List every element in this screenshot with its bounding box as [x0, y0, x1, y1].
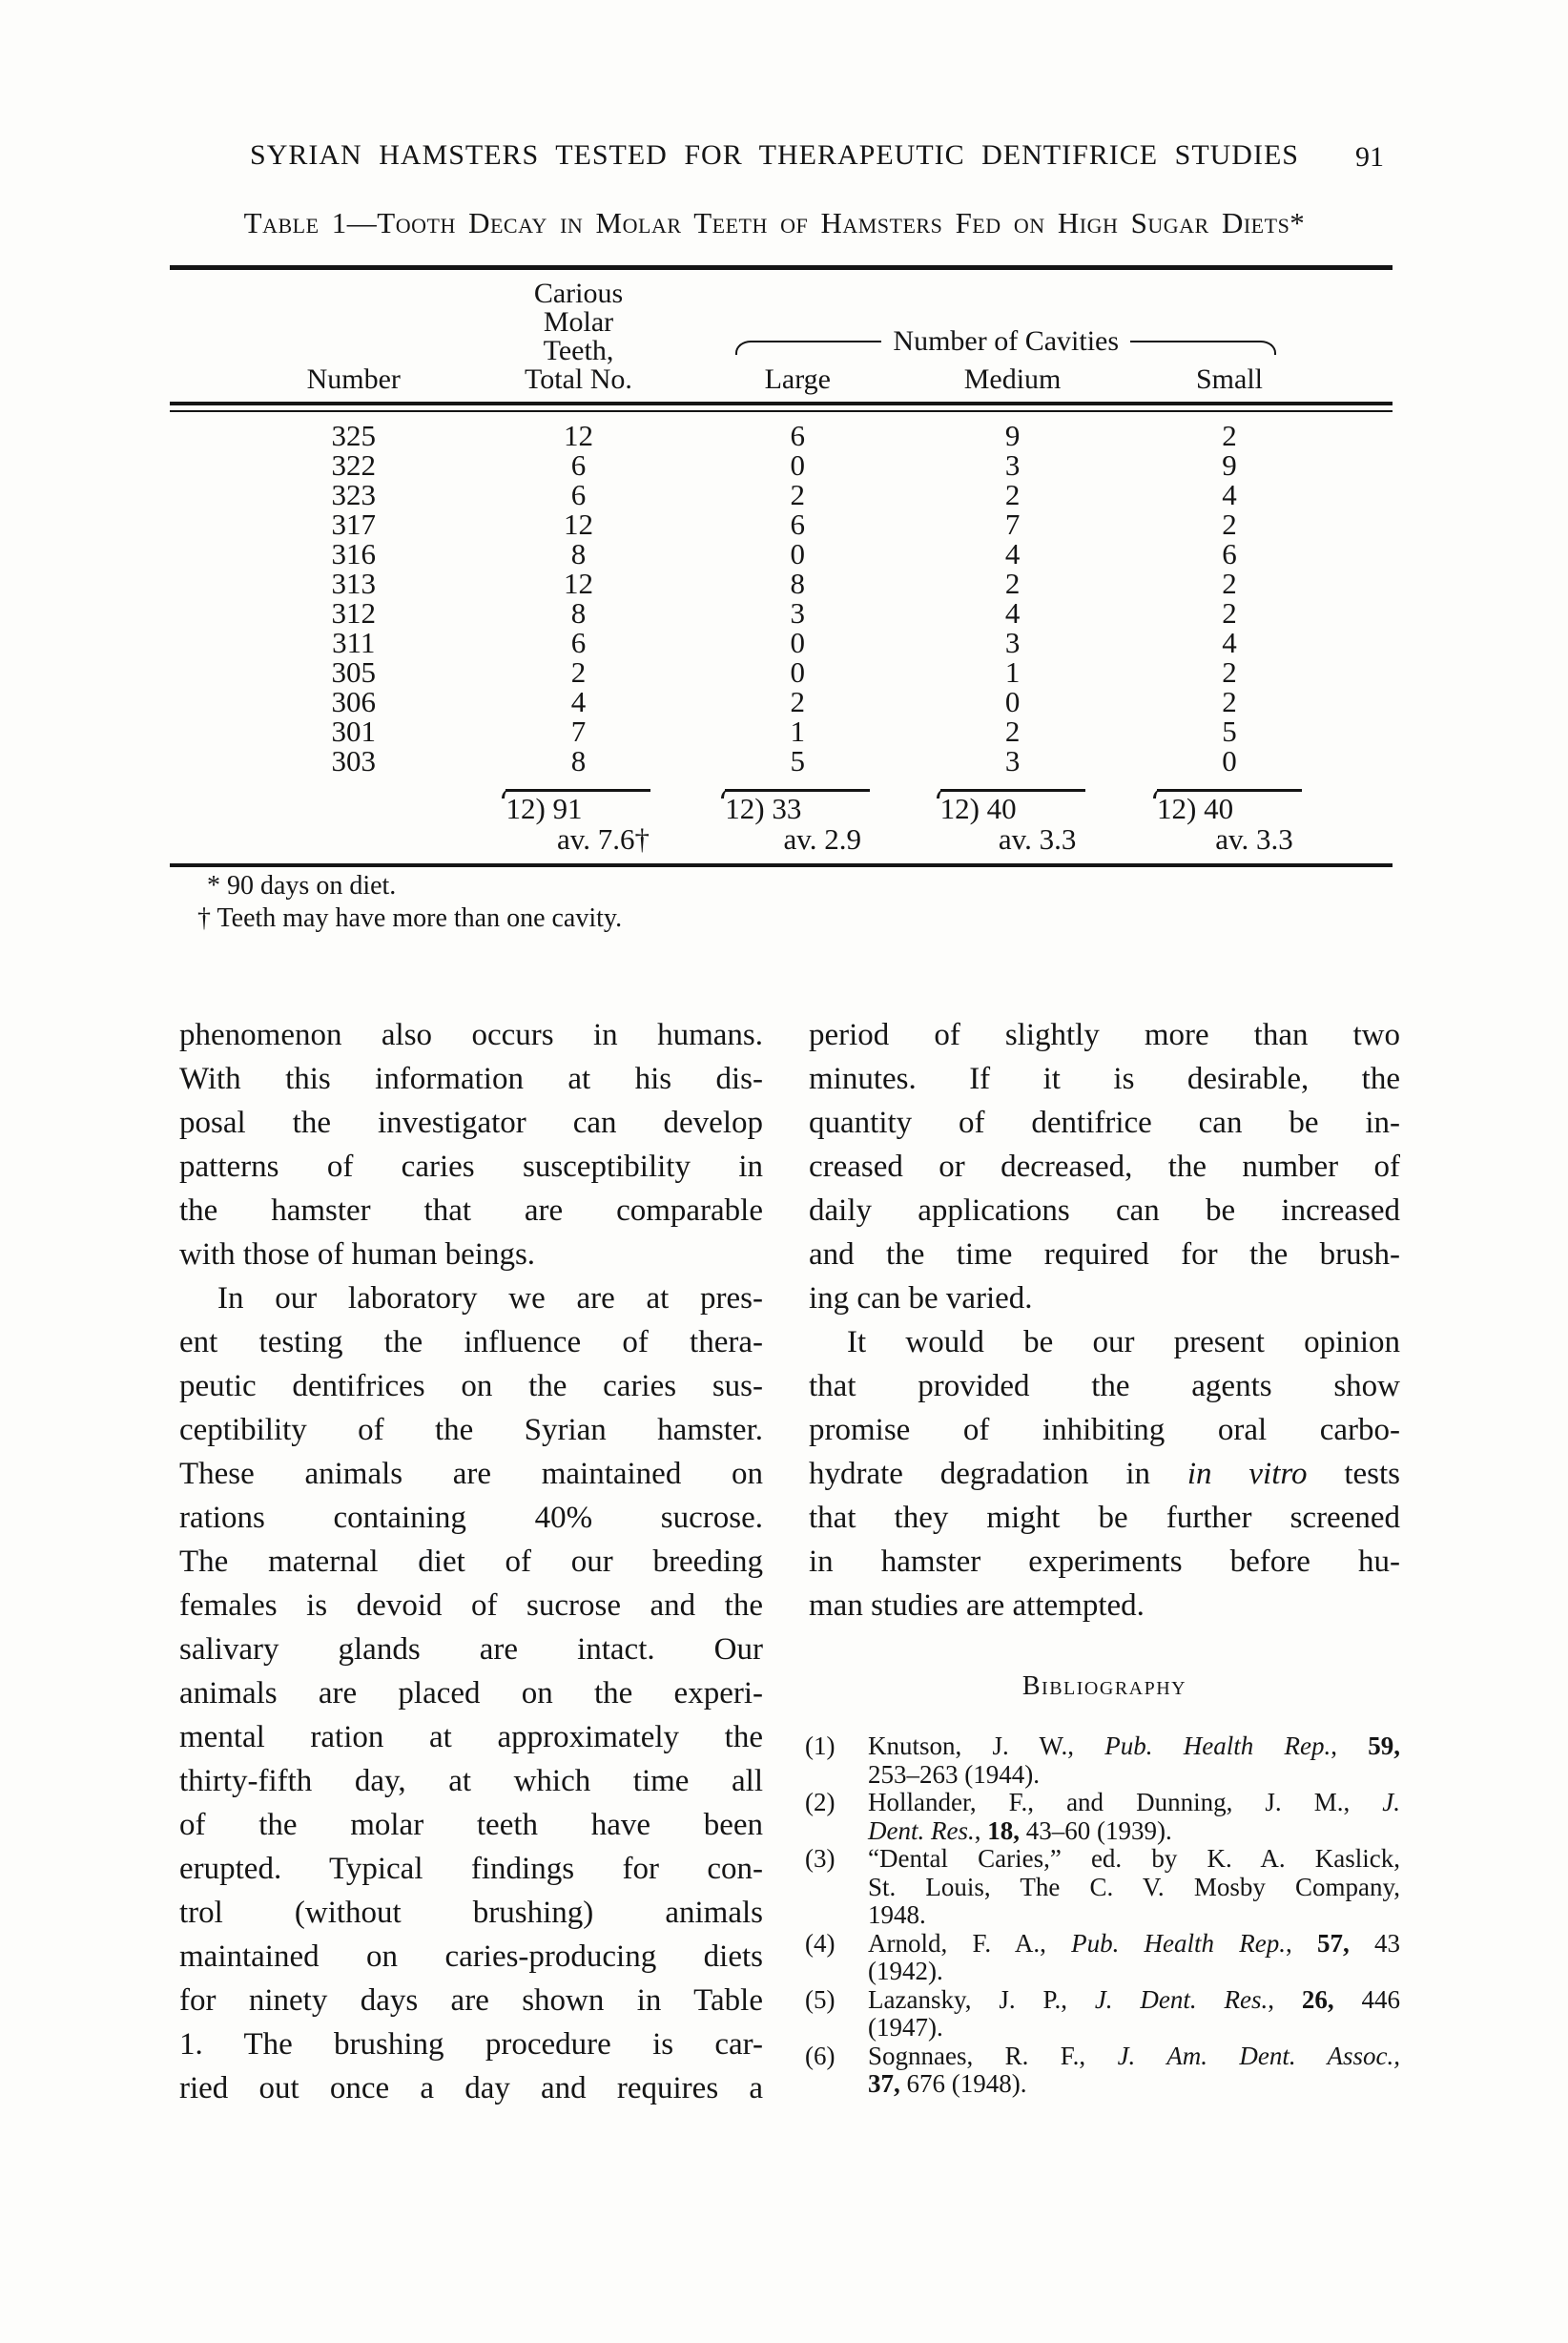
table-cell: [690, 789, 905, 823]
text-segment: It would be our present opinion: [847, 1325, 1400, 1359]
header-line: Teeth,: [543, 335, 614, 366]
table-cell: [905, 789, 1120, 823]
text-segment: for ninety days are shown in Table: [179, 1983, 763, 2018]
text-line: [179, 1057, 763, 1101]
page-number: 91: [1355, 141, 1384, 173]
text-line: [179, 1364, 763, 1408]
table-row: [170, 746, 1393, 776]
table-cell: 311: [332, 626, 376, 659]
text-line: [179, 1101, 763, 1145]
text-segment: 1948.: [868, 1900, 926, 1929]
text-line: [179, 1189, 763, 1233]
table-cell: 9: [1004, 419, 1021, 452]
text-line: [179, 2022, 763, 2066]
table-cell: 7: [1004, 508, 1021, 541]
table-row: [170, 509, 1393, 539]
text-segment: These animals are maintained on: [179, 1457, 763, 1491]
paragraph: [809, 1013, 1400, 1320]
total-value: 12) 40: [1157, 792, 1234, 825]
text-line: [809, 1320, 1400, 1364]
table-cell: 305: [331, 655, 376, 689]
text-line: [809, 1233, 1400, 1276]
footnote-dagger: † Teeth may have more than one cavity.: [197, 903, 623, 933]
bib-entry-number: (1): [805, 1731, 836, 1760]
header-line: Molar: [543, 306, 614, 338]
bib-line: [868, 1789, 1400, 1817]
text-line: [179, 1233, 763, 1276]
table-cell: 6: [790, 508, 806, 541]
cavities-subheaders: [690, 365, 1392, 394]
table-row: [170, 657, 1393, 687]
text-segment: (1947).: [868, 2013, 943, 2042]
bib-entry: [805, 1984, 1401, 2042]
text-segment: ing can be varied.: [809, 1281, 1033, 1316]
text-line: [809, 1101, 1400, 1145]
table-cell: 4: [570, 685, 587, 718]
cavities-header-group: [690, 325, 1392, 394]
table-header: [170, 270, 1393, 405]
text-segment: of the molar teeth have been: [179, 1808, 763, 1842]
text-line: [179, 1408, 763, 1452]
text-line: [809, 1189, 1400, 1233]
bib-line: [868, 1958, 1400, 1986]
text-segment: posal the investigator can develop: [179, 1106, 763, 1140]
bibliography-heading: Bibliography: [1021, 1671, 1187, 1701]
table-cell: 12: [563, 508, 593, 541]
table-cell: 4: [1222, 478, 1237, 511]
table-cell: 2: [1222, 685, 1237, 718]
text-line: [179, 1013, 763, 1057]
text-segment: Hollander, F., and Dunning, J. M.,: [868, 1788, 1383, 1816]
text-segment: and the time required for the brush-: [809, 1237, 1400, 1272]
table-cell: 3: [1004, 744, 1021, 778]
paragraph: [809, 1320, 1400, 1628]
column-total: [1157, 789, 1302, 823]
text-segment: salivary glands are intact. Our: [179, 1632, 763, 1667]
text-line: [179, 1276, 763, 1320]
text-segment: maintained on caries-producing diets: [179, 1939, 763, 1974]
text-segment: With this information at his dis-: [179, 1062, 763, 1096]
text-segment: 37,: [868, 2069, 900, 2098]
text-segment: ,: [1268, 1984, 1302, 2014]
text-segment: The maternal diet of our breeding: [179, 1545, 763, 1579]
table-cell: 2: [1222, 508, 1237, 541]
table-cell: 5: [790, 744, 806, 778]
text-line: [809, 1364, 1400, 1408]
table-cell: 9: [1222, 448, 1237, 482]
table-cell: 2: [790, 685, 806, 718]
text-segment: ceptibility of the Syrian hamster.: [179, 1413, 763, 1447]
text-line: [179, 1452, 763, 1496]
bib-entry: [805, 1731, 1400, 1789]
table-cell: 325: [331, 419, 376, 452]
text-segment: Sognnaes, R. F.,: [868, 2041, 1118, 2070]
table-cell: 0: [790, 655, 806, 689]
text-line: [179, 1891, 763, 1935]
column-header-medium: Medium: [963, 363, 1062, 395]
bib-line: [868, 1930, 1400, 1959]
table-footnotes: [197, 870, 622, 935]
table-cell: 0: [790, 448, 806, 482]
text-segment: 1. The brushing procedure is car-: [179, 2027, 763, 2062]
spanner-left-rule: [735, 341, 881, 355]
bib-entry-number: (3): [805, 1844, 836, 1873]
text-segment: with those of human beings.: [179, 1237, 536, 1272]
bib-line: [868, 1986, 1400, 2015]
cavities-spanner: [735, 325, 1275, 358]
text-segment: that provided the agents show: [809, 1369, 1400, 1403]
table-cell: 6: [570, 448, 587, 482]
table-cell: 3: [1004, 626, 1021, 659]
right-column: [805, 1013, 1401, 2110]
column-average: av. 3.3: [998, 822, 1077, 856]
table-cell: 6: [790, 419, 806, 452]
column-average: av. 7.6†: [556, 822, 650, 856]
table-row: [170, 421, 1393, 450]
table-cell: 12: [563, 567, 593, 600]
text-segment: 26,: [1301, 1984, 1334, 2014]
column-average: av. 3.3: [1215, 822, 1293, 856]
text-segment: J.: [1382, 1788, 1400, 1816]
column-header-small: Small: [1196, 363, 1264, 395]
text-segment: Arnold, F. A.,: [868, 1928, 1072, 1958]
text-segment: phenomenon also occurs in humans.: [179, 1018, 763, 1052]
text-segment: minutes. If it is desirable, the: [809, 1062, 1400, 1096]
text-segment: 43: [1349, 1928, 1401, 1958]
bib-entry: [805, 1844, 1400, 1930]
table-cell: 2: [1222, 419, 1237, 452]
text-segment: mental ration at approximately the: [179, 1720, 763, 1754]
bib-line: [868, 1901, 1400, 1930]
text-segment: ,: [974, 1815, 988, 1845]
text-segment: thirty-fifth day, at which time all: [179, 1764, 763, 1798]
text-line: [809, 1013, 1400, 1057]
column-header-large: Large: [764, 363, 831, 395]
table-cell: 317: [331, 508, 376, 541]
averages-row: [170, 823, 1393, 863]
table-cell: 2: [1222, 655, 1237, 689]
text-segment: peutic dentifrices on the caries sus-: [179, 1369, 763, 1403]
paragraph: [179, 1276, 763, 2110]
text-segment: period of slightly more than two: [809, 1018, 1400, 1052]
text-segment: in hamster experiments before hu-: [809, 1545, 1400, 1579]
table-row: [170, 480, 1393, 509]
text-segment: 59,: [1368, 1731, 1400, 1760]
table-cell: 2: [1004, 567, 1021, 600]
table-cell: 313: [331, 567, 376, 600]
table-cell: 7: [570, 715, 587, 748]
total-overline: [725, 789, 870, 795]
table-cell: 5: [1222, 715, 1237, 748]
table-cell: 0: [790, 626, 806, 659]
bib-entry: [805, 1928, 1401, 1986]
text-segment: in vitro: [1186, 1457, 1308, 1491]
text-segment: ried out once a day and requires a: [179, 2071, 763, 2105]
table-cell: 1: [790, 715, 806, 748]
table-cell: 4: [1004, 596, 1021, 630]
text-segment: patterns of caries susceptibility in: [179, 1150, 763, 1184]
total-value: 12) 40: [939, 792, 1017, 825]
bib-entry-number: (5): [805, 1984, 836, 2014]
text-segment: 43–60 (1939).: [1019, 1815, 1172, 1845]
text-line: [179, 1715, 763, 1759]
text-segment: J. Am. Dent. Assoc.,: [1117, 2041, 1400, 2070]
bib-line: [868, 2014, 1400, 2042]
table-cell: 0: [790, 537, 806, 570]
bib-line: [868, 1845, 1400, 1874]
table-cell: [170, 789, 467, 823]
spanner-right-rule: [1130, 341, 1276, 355]
header-line: Carious: [533, 278, 624, 309]
table-cell: 303: [331, 744, 376, 778]
table-cell: 0: [1222, 744, 1237, 778]
table-cell: [467, 789, 691, 823]
table-cell: [195, 825, 492, 854]
text-line: [179, 1145, 763, 1189]
text-segment: Pub. Health Rep.: [1104, 1731, 1331, 1760]
table-cell: 3: [1004, 448, 1021, 482]
text-line: [179, 1759, 763, 1803]
text-segment: 446: [1333, 1984, 1401, 2014]
table-cell: 2: [1004, 715, 1021, 748]
bib-entry-number: (2): [805, 1788, 836, 1816]
table-cell: 6: [570, 478, 587, 511]
running-head: SYRIAN HAMSTERS TESTED FOR THERAPEUTIC DENTIFRICE STUDIES: [250, 139, 1299, 171]
text-segment: Lazansky, J. P.,: [868, 1984, 1095, 2014]
data-table: [170, 265, 1393, 867]
text-line: [809, 1452, 1400, 1496]
text-segment: tests: [1307, 1457, 1400, 1491]
table-cell: 6: [570, 626, 587, 659]
table-cell: 322: [331, 448, 376, 482]
table-row: [170, 687, 1393, 716]
column-header-carious-molar-teeth: [467, 280, 691, 394]
table-cell: 323: [331, 478, 376, 511]
bib-entry: [805, 1788, 1400, 1845]
table-cell: 1: [1004, 655, 1021, 689]
text-segment: trol (without brushing) animals: [179, 1896, 763, 1930]
table-body: [170, 412, 1393, 776]
text-line: [179, 1540, 763, 1584]
text-line: [179, 1584, 763, 1628]
text-line: [179, 1803, 763, 1847]
table-row: [170, 539, 1393, 569]
text-line: [809, 1276, 1400, 1320]
cavities-spanner-label: Number of Cavities: [893, 325, 1120, 357]
text-segment: 18,: [987, 1815, 1020, 1845]
text-line: [809, 1584, 1400, 1628]
text-segment: erupted. Typical findings for con-: [179, 1852, 763, 1886]
bib-entry: [805, 2041, 1400, 2099]
table-cell: 4: [1004, 537, 1021, 570]
text-segment: Pub. Health Rep.: [1071, 1928, 1287, 1958]
header-double-rule: [170, 405, 1393, 412]
text-segment: (1942).: [868, 1957, 943, 1985]
bib-line: [868, 1732, 1400, 1761]
text-line: [809, 1145, 1400, 1189]
text-segment: creased or decreased, the number of: [809, 1150, 1400, 1184]
text-segment: daily applications can be increased: [809, 1193, 1400, 1228]
text-line: [179, 1628, 763, 1671]
table-cell: 8: [570, 744, 587, 778]
table-cell: 12: [563, 419, 593, 452]
table-row: [170, 450, 1393, 480]
text-segment: Knutson, J. W.,: [868, 1731, 1105, 1760]
text-segment: J. Dent. Res.: [1094, 1984, 1269, 2014]
table-cell: 8: [570, 537, 587, 570]
bib-line: [868, 1874, 1400, 1902]
table-cell: 2: [1222, 567, 1237, 600]
table-cell: 312: [331, 596, 376, 630]
text-line: [809, 1540, 1400, 1584]
paragraph: [179, 1013, 763, 1276]
right-column-paragraphs: [809, 1013, 1400, 1628]
bib-line: [868, 1761, 1400, 1790]
text-line: [179, 1496, 763, 1540]
text-line: [179, 1320, 763, 1364]
text-segment: St. Louis, The C. V. Mosby Company,: [868, 1872, 1400, 1901]
footnote-asterisk: * 90 days on diet.: [207, 871, 397, 901]
text-segment: quantity of dentifrice can be in-: [809, 1106, 1400, 1140]
table-row: [170, 716, 1393, 746]
total-overline: [940, 789, 1085, 795]
table-cell: 4: [1222, 626, 1237, 659]
text-line: [179, 1979, 763, 2022]
bib-line: [868, 1817, 1400, 1846]
column-total: [505, 789, 650, 823]
text-segment: Dent. Res.: [868, 1815, 975, 1845]
table-cell: 301: [331, 715, 376, 748]
table-cell: 8: [790, 567, 806, 600]
text-line: [179, 1935, 763, 1979]
table-cell: 2: [1004, 478, 1021, 511]
table-cell: 2: [790, 478, 806, 511]
text-line: [179, 1847, 763, 1891]
text-segment: ,: [1331, 1731, 1369, 1760]
text-segment: ,: [1286, 1928, 1318, 1958]
table-row: [170, 569, 1393, 598]
table-cell: 2: [1222, 596, 1237, 630]
table-cell: 0: [1004, 685, 1021, 718]
bib-entry-number: (6): [805, 2041, 836, 2070]
bibliography-list: [805, 1731, 1401, 2099]
column-total: [940, 789, 1085, 823]
text-segment: 253–263 (1944).: [868, 1759, 1040, 1789]
total-value: 12) 91: [505, 792, 583, 825]
bib-entry-number: (4): [805, 1928, 836, 1958]
left-column: [179, 1013, 763, 2110]
text-segment: man studies are attempted.: [809, 1588, 1145, 1623]
text-segment: hydrate degradation in: [809, 1457, 1187, 1491]
text-segment: 676 (1948).: [899, 2069, 1027, 2098]
text-line: [809, 1057, 1400, 1101]
column-total: [725, 789, 870, 823]
text-segment: the hamster that are comparable: [179, 1193, 763, 1228]
total-overline: [505, 789, 650, 795]
column-header-number: Number: [306, 363, 401, 395]
table-cell: 306: [331, 685, 376, 718]
text-segment: that they might be further screened: [809, 1501, 1400, 1535]
table-cell: [1120, 789, 1393, 823]
bib-line: [868, 2042, 1400, 2071]
table-row: [170, 598, 1393, 628]
text-segment: animals are placed on the experi-: [179, 1676, 763, 1711]
table-cell: 6: [1222, 537, 1237, 570]
text-line: [179, 1671, 763, 1715]
column-average: av. 2.9: [783, 822, 862, 856]
text-segment: females is devoid of sucrose and the: [179, 1588, 763, 1623]
header-total-no: Total No.: [525, 363, 632, 395]
text-segment: “Dental Caries,” ed. by K. A. Kaslick,: [868, 1844, 1400, 1873]
bib-line: [868, 2070, 1400, 2099]
totals-row: [170, 789, 1393, 823]
text-segment: ent testing the influence of thera-: [179, 1325, 763, 1359]
table-cell: 3: [790, 596, 806, 630]
text-segment: In our laboratory we are at pres-: [217, 1281, 763, 1316]
table-cell: 316: [331, 537, 376, 570]
text-line: [809, 1408, 1400, 1452]
text-segment: 57,: [1317, 1928, 1350, 1958]
text-line: [179, 2066, 763, 2110]
text-line: [809, 1496, 1400, 1540]
text-segment: rations containing 40% sucrose.: [179, 1501, 763, 1535]
table-caption: Table 1—Tooth Decay in Molar Teeth of Hamsters Fed on High Sugar Diets*: [243, 206, 1306, 239]
total-overline: [1157, 789, 1302, 795]
total-value: 12) 33: [725, 792, 802, 825]
text-segment: promise of inhibiting oral carbo-: [809, 1413, 1400, 1447]
table-cell: 2: [570, 655, 587, 689]
body-columns: [179, 1013, 1400, 2110]
table-row: [170, 628, 1393, 657]
table-cell: 8: [570, 596, 587, 630]
